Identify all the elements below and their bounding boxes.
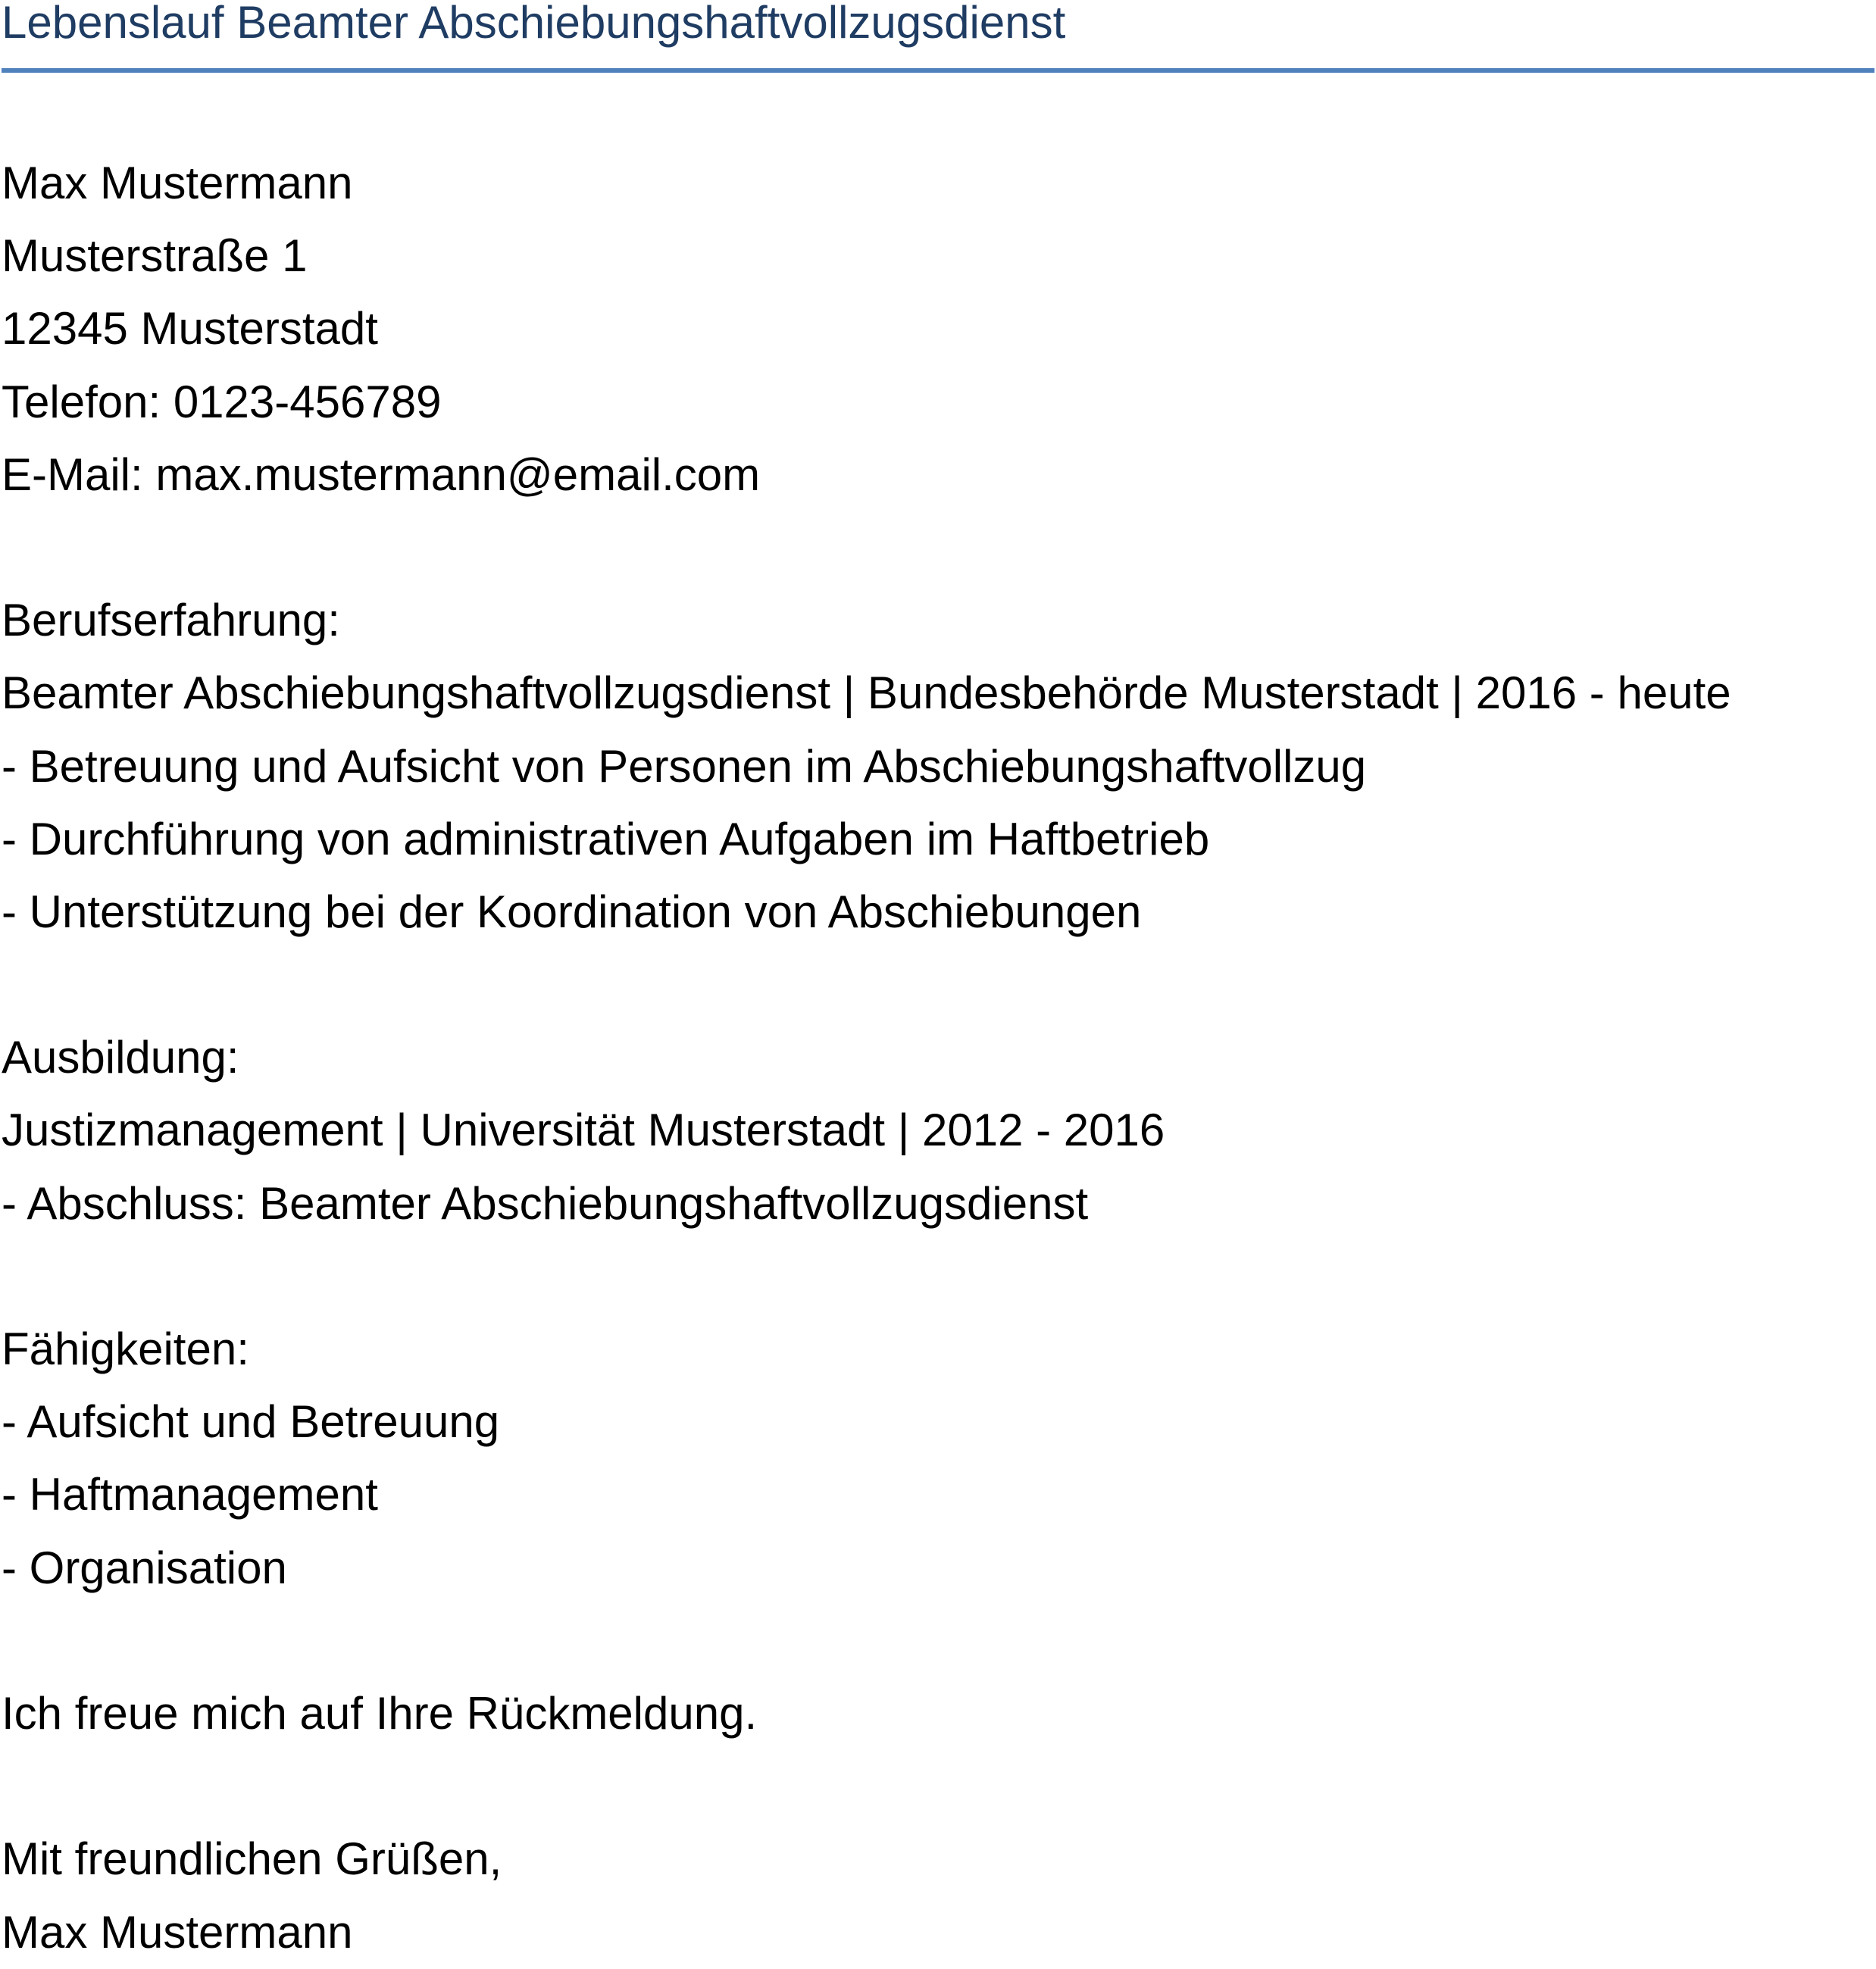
contact-street: Musterstraße 1 xyxy=(2,230,308,282)
closing-salutation: Mit freundlichen Grüßen, xyxy=(2,1833,502,1885)
experience-position: Beamter Abschiebungshaftvollzugsdienst | Bundesbehörde Musterstadt | 2016 - heute xyxy=(2,667,1731,719)
contact-phone: Telefon: 0123-456789 xyxy=(2,376,442,427)
spacer xyxy=(2,949,1874,1021)
spacer xyxy=(2,511,1874,584)
document-body xyxy=(2,147,1874,1969)
experience-duty: - Durchführung von administrativen Aufgaben im Haftbetrieb xyxy=(2,813,1210,864)
document-title: Lebenslauf Beamter Abschiebungshaftvollzugsdienst xyxy=(2,0,1066,48)
skill-item: - Organisation xyxy=(2,1542,287,1593)
closing-signature: Max Mustermann xyxy=(2,1906,353,1958)
education-heading: Ausbildung: xyxy=(2,1032,239,1083)
spacer xyxy=(2,1750,1874,1823)
contact-name: Max Mustermann xyxy=(2,158,353,208)
title-underline xyxy=(2,68,1874,73)
spacer xyxy=(2,1605,1874,1677)
closing-message: Ich freue mich auf Ihre Rückmeldung. xyxy=(2,1687,758,1739)
experience-duty: - Unterstützung bei der Koordination von Abschiebungen xyxy=(2,886,1142,937)
skill-item: - Haftmanagement xyxy=(2,1469,378,1521)
experience-heading: Berufserfahrung: xyxy=(2,595,340,646)
education-detail: - Abschluss: Beamter Abschiebungshaftvollzugsdienst xyxy=(2,1177,1089,1229)
skill-item: - Aufsicht und Betreuung xyxy=(2,1396,500,1448)
education-entry: Justizmanagement | Universität Musterstadt | 2012 - 2016 xyxy=(2,1105,1165,1156)
spacer xyxy=(2,1240,1874,1313)
skills-heading: Fähigkeiten: xyxy=(2,1324,249,1374)
contact-city: 12345 Musterstadt xyxy=(2,303,378,355)
contact-email: E-Mail: max.mustermann@email.com xyxy=(2,448,761,500)
experience-duty: - Betreuung und Aufsicht von Personen im Abschiebungshaftvollzug xyxy=(2,740,1367,792)
